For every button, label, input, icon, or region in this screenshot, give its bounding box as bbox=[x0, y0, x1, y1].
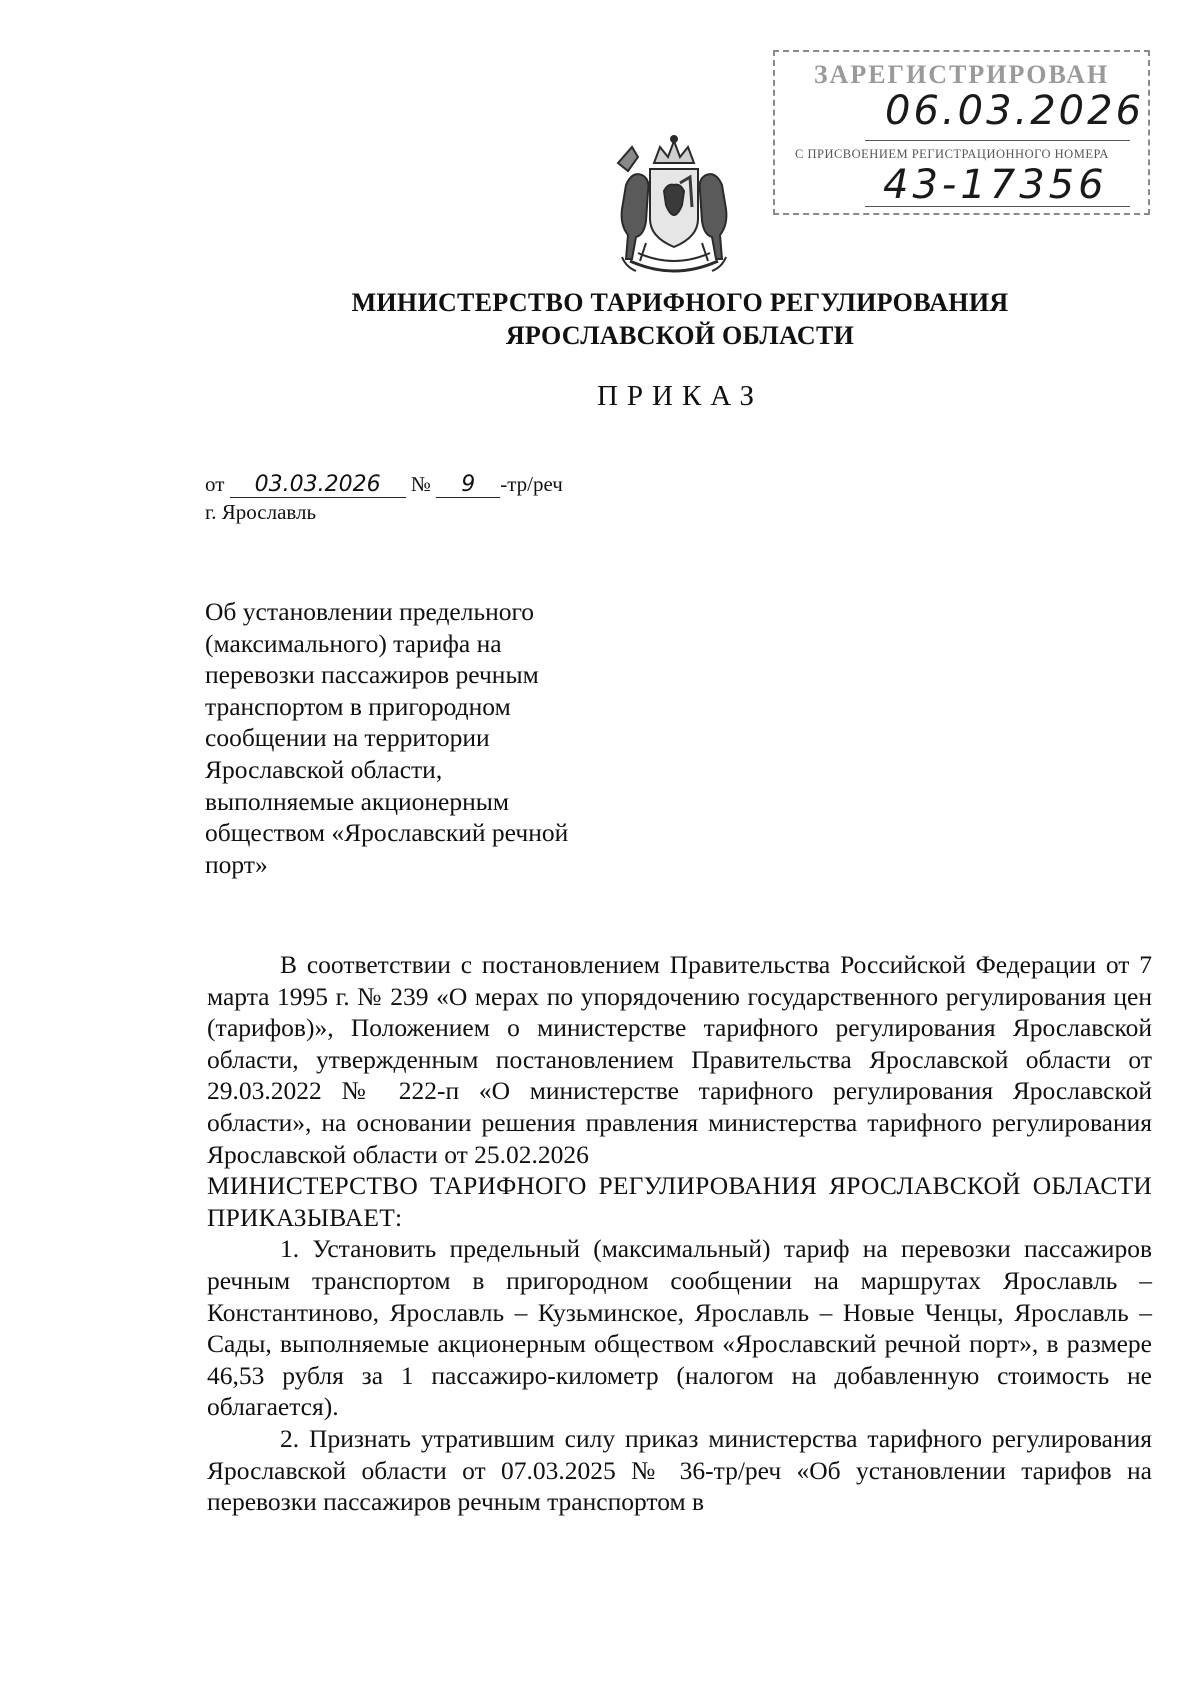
stamp-title: ЗАРЕГИСТРИРОВАН bbox=[813, 60, 1110, 89]
registration-stamp bbox=[773, 50, 1150, 215]
order-subject bbox=[205, 596, 625, 880]
subject-line: транспортом в пригородном bbox=[205, 691, 511, 721]
order-city: г. Ярославль bbox=[205, 500, 317, 524]
order-date: 03.03.2026 bbox=[230, 473, 406, 498]
order-number-suffix: -тр/реч bbox=[500, 472, 563, 496]
subject-line: Об установлении предельного bbox=[205, 597, 535, 626]
stamp-subtitle: С ПРИСВОЕНИЕМ РЕГИСТРАЦИОННОГО НОМЕРА bbox=[795, 147, 1109, 161]
document-type-title: ПРИКАЗ bbox=[596, 380, 764, 412]
ministry-name-line: МИНИСТЕРСТВО ТАРИФНОГО РЕГУЛИРОВАНИЯ bbox=[351, 288, 1009, 317]
subject-line: (максимального) тарифа на bbox=[205, 628, 502, 658]
order-meta bbox=[205, 470, 563, 526]
subject-line: сообщении на территории bbox=[205, 723, 490, 753]
order-number: 9 bbox=[436, 473, 500, 498]
stamp-registration-number: 43-17356 bbox=[883, 162, 1108, 208]
stamp-underline bbox=[865, 140, 1130, 141]
from-label: от bbox=[205, 472, 225, 496]
preamble-paragraph: В соответствии с постановлением Правительства Российской Федерации от 7 марта 1995 г. № 239 «О мерах по упорядочению государственного регулирования цен (тарифов)», Положением о министерстве тарифного регулирования Ярославской области, утвержденным постановлением Правительства Ярославской области от 29.03.2022 № 222-п «О министерстве тарифного регулирования Ярославской области», на основании решения правления министерства тарифного регулирования Ярославской области от 25.02.2026 bbox=[207, 950, 1152, 1169]
directive-paragraph: МИНИСТЕРСТВО ТАРИФНОГО РЕГУЛИРОВАНИЯ ЯРОСЛАВСКОЙ ОБЛАСТИ ПРИКАЗЫВАЕТ: bbox=[207, 1171, 1152, 1232]
number-label: № bbox=[410, 472, 431, 496]
subject-line: обществом «Ярославский речной bbox=[205, 818, 569, 848]
stamp-underline bbox=[865, 206, 1130, 207]
subject-line: Ярославской области, bbox=[205, 754, 443, 784]
stamp-registration-date: 06.03.2026 bbox=[885, 88, 1145, 134]
ministry-region-line: ЯРОСЛАВСКОЙ ОБЛАСТИ bbox=[505, 321, 855, 350]
order-item-1: 1. Установить предельный (максимальный) тариф на перевозки пассажиров речным транспортом в пригородном сообщении на маршрутах Ярославль – Константиново, Ярославль – Кузьминское, Ярославль – Новые Ченцы, Ярославль – Сады, выполняемые акционерным обществом «Ярославский речной порт», в размере 46,53 рубля за 1 пассажиро-километр (налогом на добавленную стоимость не облагается). bbox=[207, 1234, 1152, 1422]
order-item-2: 2. Признать утратившим силу приказ министерства тарифного регулирования Ярославской области от 07.03.2025 № 36-тр/реч «Об установлении тарифов на перевозки пассажиров речным транспортом в bbox=[207, 1423, 1152, 1517]
subject-line: выполняемые акционерным bbox=[205, 786, 509, 816]
order-date-number-line bbox=[205, 470, 563, 498]
coat-of-arms-icon bbox=[610, 133, 738, 281]
subject-line: перевозки пассажиров речным bbox=[205, 660, 539, 690]
ministry-heading bbox=[200, 286, 1160, 352]
order-body bbox=[207, 949, 1152, 1518]
subject-line: порт» bbox=[205, 849, 268, 879]
